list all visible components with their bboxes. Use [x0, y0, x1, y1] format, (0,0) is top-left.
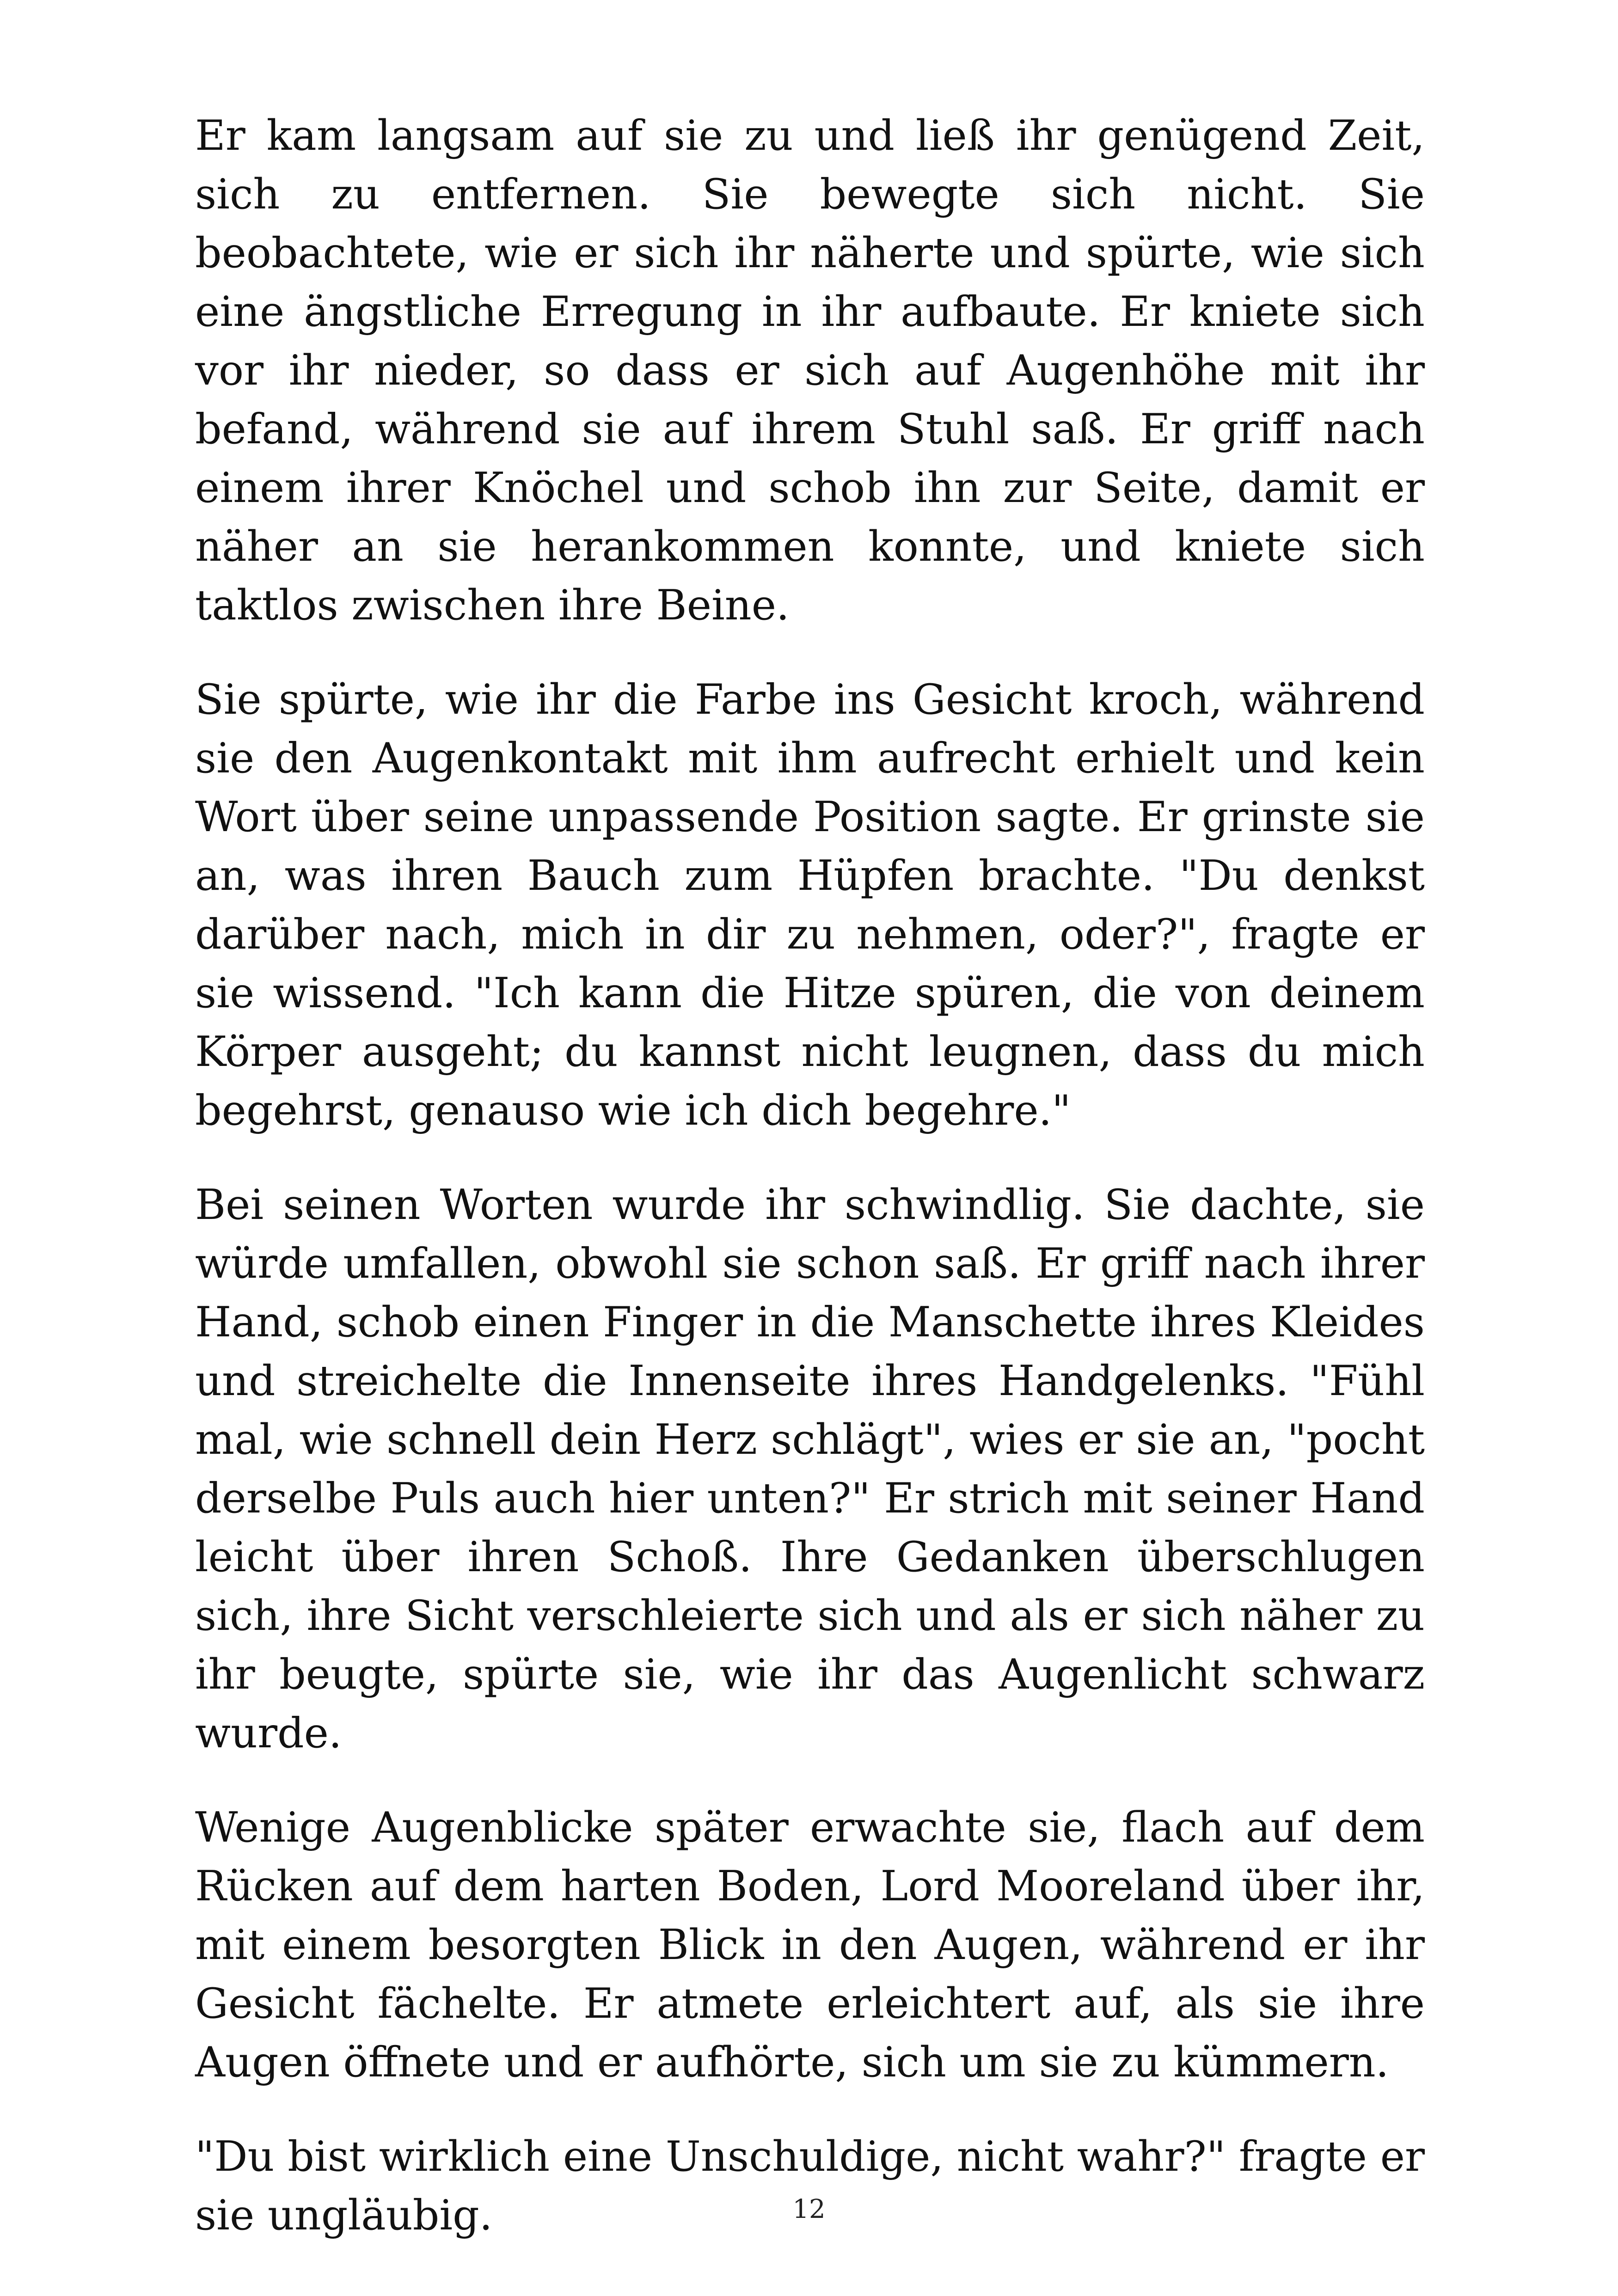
body-text	[195, 106, 1425, 2245]
text-line: damit er näher an sie herankommen konnte, und kniete sich	[195, 464, 1425, 571]
paragraph	[195, 106, 1425, 635]
text-line: taktlos zwischen ihre Beine.	[195, 581, 790, 630]
text-line: Sie spürte, wie ihr die Farbe ins Gesicht kroch, während sie	[195, 675, 1425, 783]
paragraph	[195, 1798, 1425, 2092]
text-line: den Augenkontakt mit ihm aufrecht erhielt und kein Wort	[195, 734, 1425, 841]
text-line: einem besorgten Blick in den Augen, während er ihr Gesicht	[195, 1921, 1425, 2028]
text-line: fächelte. Er atmete erleichtert auf, als sie ihre Augen öffnete	[195, 1979, 1425, 2087]
text-line: sie, wie ihr das Augenlicht schwarz wurde.	[195, 1650, 1425, 1757]
text-line: Rücken auf dem harten Boden, Lord Mooreland über ihr, mit	[195, 1862, 1425, 1969]
text-line: Schoß. Ihre Gedanken überschlugen sich, ihre Sicht	[195, 1533, 1425, 1640]
paragraph	[195, 2127, 1425, 2245]
text-line: über seine unpassende Position sagte. Er grinste sie an, was	[195, 793, 1425, 900]
text-line: schnell dein Herz schlägt", wies er sie an, "pocht derselbe Puls	[195, 1415, 1425, 1523]
text-line: Er griff nach einem ihrer Knöchel und schob ihn zur Seite,	[195, 405, 1425, 512]
text-line: Bei seinen Worten wurde ihr schwindlig. Sie dachte, sie	[195, 1181, 1425, 1229]
text-line: Wenige Augenblicke später erwachte sie, flach auf dem	[195, 1803, 1425, 1852]
text-line: Er kam langsam auf sie zu und ließ ihr genügend Zeit, sich zu	[195, 111, 1425, 219]
text-line: und er aufhörte, sich um sie zu kümmern.	[503, 2038, 1389, 2087]
text-line: entfernen. Sie bewegte sich nicht. Sie beobachtete, wie er sich	[195, 170, 1425, 277]
text-line: auch hier unten?" Er strich mit seiner Hand leicht über ihren	[195, 1474, 1425, 1581]
text-line: ihr aufbaute. Er kniete sich vor ihr nieder, so dass er sich auf	[195, 288, 1425, 395]
text-line: begehre."	[864, 1086, 1071, 1135]
text-line: ihr näherte und spürte, wie sich eine ängstliche Erregung in	[195, 229, 1425, 336]
text-line: "Du bist wirklich eine Unschuldige, nicht wahr?" fragte er sie	[195, 2132, 1425, 2240]
page-number: 12	[792, 2194, 826, 2224]
text-line: Hand, schob einen Finger in die Manschette ihres Kleides und	[195, 1298, 1425, 1405]
text-line: nicht leugnen, dass du mich begehrst, genauso wie ich dich	[195, 1028, 1425, 1135]
text-line: ihren Bauch zum Hüpfen brachte. "Du denkst darüber nach,	[195, 851, 1425, 959]
text-line: verschleierte sich und als er sich näher zu ihr beugte, spürte	[195, 1592, 1425, 1699]
paragraph	[195, 1176, 1425, 1763]
text-line: würde umfallen, obwohl sie schon saß. Er griff nach ihrer	[195, 1239, 1425, 1288]
paragraph	[195, 670, 1425, 1140]
text-line: die Hitze spüren, die von deinem Körper ausgeht; du kannst	[195, 969, 1425, 1076]
text-line: Augenhöhe mit ihr befand, während sie auf ihrem Stuhl saß.	[195, 346, 1425, 453]
text-line: ungläubig.	[267, 2191, 493, 2240]
text-line: mich in dir zu nehmen, oder?", fragte er sie wissend. "Ich kann	[195, 910, 1425, 1017]
text-line: streichelte die Innenseite ihres Handgelenks. "Fühl mal, wie	[195, 1357, 1425, 1464]
